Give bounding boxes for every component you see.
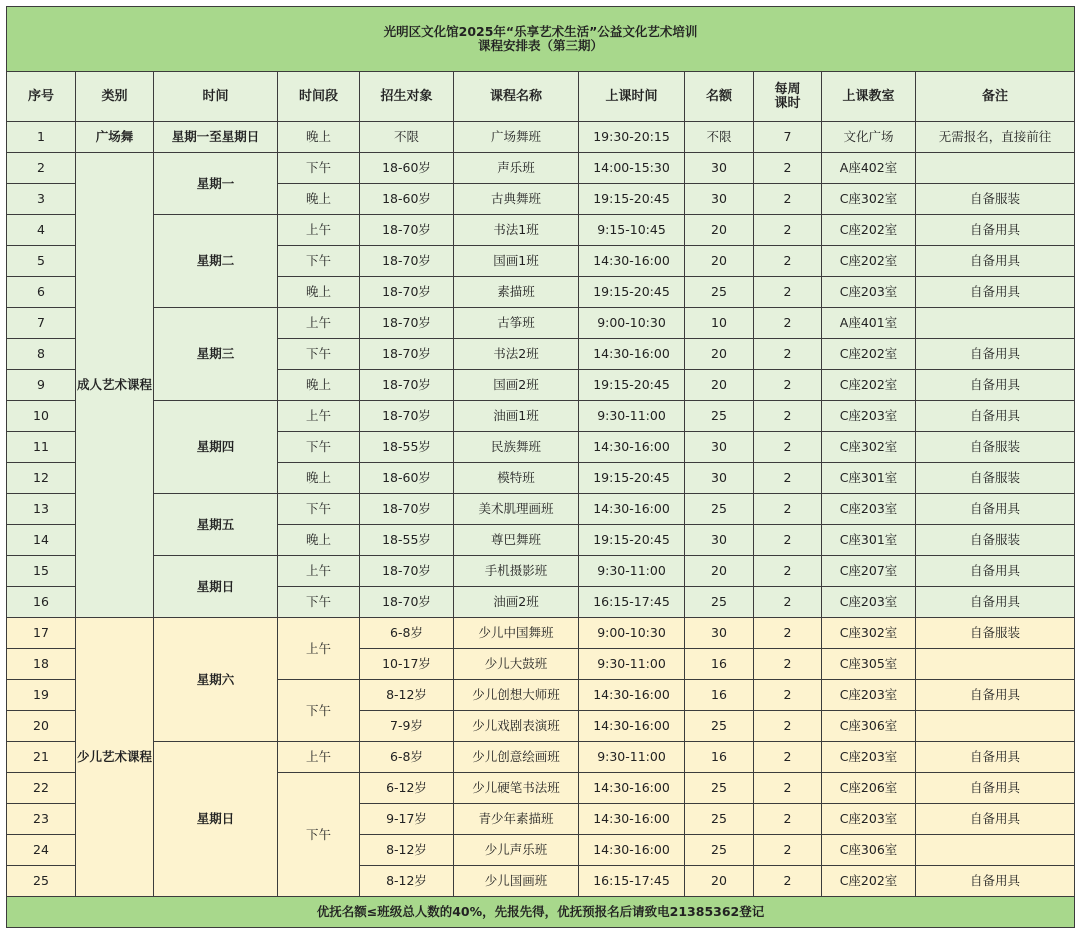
row-number: 1 <box>7 122 76 153</box>
course-name-cell: 少儿戏剧表演班 <box>454 711 579 742</box>
header-cell: 课程名称 <box>454 72 579 122</box>
header-row <box>7 72 1075 122</box>
weekly-hours-cell: 2 <box>754 804 822 835</box>
classroom-cell: C座202室 <box>822 246 916 277</box>
weekly-hours-cell: 2 <box>754 618 822 649</box>
period-cell: 上午 <box>278 215 360 246</box>
row-number: 16 <box>7 587 76 618</box>
row-number: 4 <box>7 215 76 246</box>
quota-cell: 16 <box>685 680 754 711</box>
target-cell: 6-8岁 <box>360 742 454 773</box>
target-cell: 18-70岁 <box>360 277 454 308</box>
course-name-cell: 素描班 <box>454 277 579 308</box>
row-number: 17 <box>7 618 76 649</box>
quota-cell: 25 <box>685 277 754 308</box>
weekly-hours-cell: 2 <box>754 494 822 525</box>
note-cell: 无需报名，直接前往 <box>916 122 1075 153</box>
table-title <box>7 7 1075 72</box>
table-row <box>7 215 1075 246</box>
note-cell: 自备用具 <box>916 773 1075 804</box>
row-number: 14 <box>7 525 76 556</box>
quota-cell: 25 <box>685 494 754 525</box>
schedule-table <box>6 6 1075 928</box>
row-number: 18 <box>7 649 76 680</box>
class-time-cell: 14:30-16:00 <box>579 711 685 742</box>
quota-cell: 16 <box>685 742 754 773</box>
day-cell: 星期日 <box>154 556 278 618</box>
row-number: 2 <box>7 153 76 184</box>
day-cell: 星期二 <box>154 215 278 308</box>
period-cell: 下午 <box>278 246 360 277</box>
weekly-hours-cell: 2 <box>754 184 822 215</box>
header-cell: 上课时间 <box>579 72 685 122</box>
target-cell: 6-8岁 <box>360 618 454 649</box>
class-time-cell: 19:15-20:45 <box>579 184 685 215</box>
row-number: 10 <box>7 401 76 432</box>
row-number: 22 <box>7 773 76 804</box>
quota-cell: 30 <box>685 525 754 556</box>
course-name-cell: 尊巴舞班 <box>454 525 579 556</box>
note-cell: 自备服装 <box>916 463 1075 494</box>
weekly-hours-cell: 2 <box>754 711 822 742</box>
course-name-cell: 古筝班 <box>454 308 579 339</box>
classroom-cell: C座203室 <box>822 401 916 432</box>
target-cell: 8-12岁 <box>360 680 454 711</box>
day-cell: 星期一至星期日 <box>154 122 278 153</box>
course-name-cell: 少儿创想大师班 <box>454 680 579 711</box>
note-cell: 自备服装 <box>916 525 1075 556</box>
classroom-cell: C座302室 <box>822 432 916 463</box>
table-row <box>7 494 1075 525</box>
row-number: 5 <box>7 246 76 277</box>
row-number: 25 <box>7 866 76 897</box>
period-cell: 下午 <box>278 339 360 370</box>
weekly-hours-cell: 2 <box>754 308 822 339</box>
note-cell: 自备用具 <box>916 804 1075 835</box>
target-cell: 18-70岁 <box>360 370 454 401</box>
row-number: 7 <box>7 308 76 339</box>
quota-cell: 25 <box>685 711 754 742</box>
classroom-cell: A座401室 <box>822 308 916 339</box>
period-cell: 晚上 <box>278 370 360 401</box>
quota-cell: 30 <box>685 184 754 215</box>
class-time-cell: 14:30-16:00 <box>579 773 685 804</box>
note-cell: 自备用具 <box>916 277 1075 308</box>
note-cell <box>916 711 1075 742</box>
target-cell: 8-12岁 <box>360 866 454 897</box>
quota-cell: 20 <box>685 246 754 277</box>
quota-cell: 不限 <box>685 122 754 153</box>
note-cell: 自备用具 <box>916 680 1075 711</box>
table-row <box>7 308 1075 339</box>
period-cell: 下午 <box>278 432 360 463</box>
weekly-hours-cell: 2 <box>754 556 822 587</box>
classroom-cell: C座202室 <box>822 370 916 401</box>
note-cell <box>916 153 1075 184</box>
period-cell: 上午 <box>278 742 360 773</box>
course-name-cell: 书法2班 <box>454 339 579 370</box>
course-name-cell: 国画1班 <box>454 246 579 277</box>
period-cell: 下午 <box>278 773 360 897</box>
note-cell: 自备用具 <box>916 587 1075 618</box>
classroom-cell: C座207室 <box>822 556 916 587</box>
class-time-cell: 19:15-20:45 <box>579 370 685 401</box>
period-cell: 上午 <box>278 308 360 339</box>
quota-cell: 25 <box>685 835 754 866</box>
weekly-hours-cell: 2 <box>754 246 822 277</box>
course-name-cell: 书法1班 <box>454 215 579 246</box>
quota-cell: 20 <box>685 215 754 246</box>
classroom-cell: C座305室 <box>822 649 916 680</box>
note-cell <box>916 835 1075 866</box>
classroom-cell: C座206室 <box>822 773 916 804</box>
note-cell: 自备服装 <box>916 432 1075 463</box>
row-number: 9 <box>7 370 76 401</box>
target-cell: 18-60岁 <box>360 463 454 494</box>
class-time-cell: 16:15-17:45 <box>579 587 685 618</box>
period-cell: 下午 <box>278 680 360 742</box>
day-cell: 星期六 <box>154 618 278 742</box>
note-cell: 自备用具 <box>916 215 1075 246</box>
row-number: 11 <box>7 432 76 463</box>
class-time-cell: 9:00-10:30 <box>579 618 685 649</box>
row-number: 19 <box>7 680 76 711</box>
note-cell: 自备服装 <box>916 184 1075 215</box>
course-name-cell: 模特班 <box>454 463 579 494</box>
class-time-cell: 14:30-16:00 <box>579 339 685 370</box>
course-name-cell: 少儿声乐班 <box>454 835 579 866</box>
title-line2: 课程安排表（第三期） <box>478 38 604 53</box>
target-cell: 18-70岁 <box>360 556 454 587</box>
table-row <box>7 556 1075 587</box>
course-name-cell: 少儿国画班 <box>454 866 579 897</box>
course-name-cell: 少儿中国舞班 <box>454 618 579 649</box>
target-cell: 18-60岁 <box>360 153 454 184</box>
category-cell: 广场舞 <box>76 122 154 153</box>
weekly-hours-cell: 2 <box>754 835 822 866</box>
course-name-cell: 油画1班 <box>454 401 579 432</box>
target-cell: 18-70岁 <box>360 494 454 525</box>
course-name-cell: 国画2班 <box>454 370 579 401</box>
table-row <box>7 742 1075 773</box>
note-cell: 自备用具 <box>916 401 1075 432</box>
quota-cell: 30 <box>685 153 754 184</box>
classroom-cell: C座203室 <box>822 742 916 773</box>
class-time-cell: 14:30-16:00 <box>579 804 685 835</box>
classroom-cell: C座202室 <box>822 866 916 897</box>
classroom-cell: C座301室 <box>822 463 916 494</box>
header-cell: 每周 课时 <box>754 72 822 122</box>
period-cell: 下午 <box>278 587 360 618</box>
classroom-cell: A座402室 <box>822 153 916 184</box>
weekly-hours-cell: 7 <box>754 122 822 153</box>
quota-cell: 20 <box>685 339 754 370</box>
class-time-cell: 9:30-11:00 <box>579 401 685 432</box>
classroom-cell: C座203室 <box>822 277 916 308</box>
target-cell: 7-9岁 <box>360 711 454 742</box>
class-time-cell: 14:30-16:00 <box>579 835 685 866</box>
class-time-cell: 14:30-16:00 <box>579 432 685 463</box>
class-time-cell: 16:15-17:45 <box>579 866 685 897</box>
header-cell: 招生对象 <box>360 72 454 122</box>
weekly-hours-cell: 2 <box>754 339 822 370</box>
note-cell: 自备用具 <box>916 370 1075 401</box>
classroom-cell: C座302室 <box>822 184 916 215</box>
weekly-hours-cell: 2 <box>754 153 822 184</box>
note-cell <box>916 308 1075 339</box>
weekly-hours-cell: 2 <box>754 432 822 463</box>
target-cell: 18-70岁 <box>360 339 454 370</box>
day-cell: 星期三 <box>154 308 278 401</box>
target-cell: 18-70岁 <box>360 215 454 246</box>
class-time-cell: 14:30-16:00 <box>579 494 685 525</box>
course-name-cell: 青少年素描班 <box>454 804 579 835</box>
period-cell: 晚上 <box>278 525 360 556</box>
class-time-cell: 19:30-20:15 <box>579 122 685 153</box>
class-time-cell: 9:00-10:30 <box>579 308 685 339</box>
note-cell: 自备用具 <box>916 556 1075 587</box>
note-cell: 自备用具 <box>916 742 1075 773</box>
note-cell <box>916 649 1075 680</box>
class-time-cell: 14:30-16:00 <box>579 680 685 711</box>
class-time-cell: 14:00-15:30 <box>579 153 685 184</box>
classroom-cell: C座203室 <box>822 680 916 711</box>
classroom-cell: C座202室 <box>822 215 916 246</box>
classroom-cell: C座203室 <box>822 587 916 618</box>
weekly-hours-cell: 2 <box>754 773 822 804</box>
note-cell: 自备用具 <box>916 339 1075 370</box>
weekly-hours-cell: 2 <box>754 215 822 246</box>
category-cell: 少儿艺术课程 <box>76 618 154 897</box>
weekly-hours-cell: 2 <box>754 401 822 432</box>
target-cell: 18-55岁 <box>360 432 454 463</box>
row-number: 23 <box>7 804 76 835</box>
period-cell: 晚上 <box>278 277 360 308</box>
target-cell: 9-17岁 <box>360 804 454 835</box>
header-cell: 名额 <box>685 72 754 122</box>
row-number: 12 <box>7 463 76 494</box>
classroom-cell: C座203室 <box>822 494 916 525</box>
row-number: 15 <box>7 556 76 587</box>
note-cell: 自备用具 <box>916 246 1075 277</box>
weekly-hours-cell: 2 <box>754 680 822 711</box>
day-cell: 星期一 <box>154 153 278 215</box>
target-cell: 6-12岁 <box>360 773 454 804</box>
quota-cell: 25 <box>685 804 754 835</box>
course-name-cell: 少儿硬笔书法班 <box>454 773 579 804</box>
course-name-cell: 少儿大鼓班 <box>454 649 579 680</box>
target-cell: 18-55岁 <box>360 525 454 556</box>
target-cell: 18-70岁 <box>360 308 454 339</box>
period-cell: 晚上 <box>278 463 360 494</box>
period-cell: 下午 <box>278 153 360 184</box>
class-time-cell: 19:15-20:45 <box>579 463 685 494</box>
class-time-cell: 19:15-20:45 <box>579 277 685 308</box>
target-cell: 18-60岁 <box>360 184 454 215</box>
header-cell: 备注 <box>916 72 1075 122</box>
quota-cell: 30 <box>685 463 754 494</box>
target-cell: 不限 <box>360 122 454 153</box>
quota-cell: 10 <box>685 308 754 339</box>
row-number: 8 <box>7 339 76 370</box>
course-name-cell: 手机摄影班 <box>454 556 579 587</box>
row-number: 13 <box>7 494 76 525</box>
row-number: 3 <box>7 184 76 215</box>
header-cell: 时间段 <box>278 72 360 122</box>
classroom-cell: C座202室 <box>822 339 916 370</box>
class-time-cell: 9:30-11:00 <box>579 742 685 773</box>
class-time-cell: 9:15-10:45 <box>579 215 685 246</box>
quota-cell: 25 <box>685 773 754 804</box>
note-cell: 自备用具 <box>916 866 1075 897</box>
header-cell: 时间 <box>154 72 278 122</box>
classroom-cell: C座301室 <box>822 525 916 556</box>
target-cell: 18-70岁 <box>360 401 454 432</box>
course-name-cell: 民族舞班 <box>454 432 579 463</box>
quota-cell: 25 <box>685 587 754 618</box>
quota-cell: 30 <box>685 432 754 463</box>
table-row <box>7 153 1075 184</box>
classroom-cell: 文化广场 <box>822 122 916 153</box>
weekly-hours-cell: 2 <box>754 277 822 308</box>
target-cell: 8-12岁 <box>360 835 454 866</box>
course-name-cell: 美术肌理画班 <box>454 494 579 525</box>
quota-cell: 30 <box>685 618 754 649</box>
note-cell: 自备服装 <box>916 618 1075 649</box>
course-name-cell: 油画2班 <box>454 587 579 618</box>
period-cell: 晚上 <box>278 184 360 215</box>
period-cell: 上午 <box>278 556 360 587</box>
footer-note: 优抚名额≤班级总人数的40%，先报先得，优抚预报名后请致电21385362登记 <box>7 897 1075 928</box>
class-time-cell: 9:30-11:00 <box>579 649 685 680</box>
category-cell: 成人艺术课程 <box>76 153 154 618</box>
header-cell: 类别 <box>76 72 154 122</box>
period-cell: 晚上 <box>278 122 360 153</box>
quota-cell: 16 <box>685 649 754 680</box>
target-cell: 10-17岁 <box>360 649 454 680</box>
quota-cell: 20 <box>685 556 754 587</box>
title-line1: 光明区文化馆2025年“乐享艺术生活”公益文化艺术培训 <box>383 24 698 39</box>
header-cell: 上课教室 <box>822 72 916 122</box>
class-time-cell: 14:30-16:00 <box>579 246 685 277</box>
weekly-hours-cell: 2 <box>754 587 822 618</box>
period-cell: 下午 <box>278 494 360 525</box>
schedule-sheet <box>6 6 1074 936</box>
target-cell: 18-70岁 <box>360 246 454 277</box>
weekly-hours-cell: 2 <box>754 370 822 401</box>
day-cell: 星期四 <box>154 401 278 494</box>
quota-cell: 20 <box>685 866 754 897</box>
row-number: 24 <box>7 835 76 866</box>
weekly-hours-cell: 2 <box>754 742 822 773</box>
classroom-cell: C座302室 <box>822 618 916 649</box>
table-row <box>7 401 1075 432</box>
quota-cell: 25 <box>685 401 754 432</box>
header-cell: 序号 <box>7 72 76 122</box>
class-time-cell: 9:30-11:00 <box>579 556 685 587</box>
course-name-cell: 广场舞班 <box>454 122 579 153</box>
note-cell: 自备用具 <box>916 494 1075 525</box>
row-number: 6 <box>7 277 76 308</box>
target-cell: 18-70岁 <box>360 587 454 618</box>
weekly-hours-cell: 2 <box>754 649 822 680</box>
weekly-hours-cell: 2 <box>754 866 822 897</box>
classroom-cell: C座203室 <box>822 804 916 835</box>
weekly-hours-cell: 2 <box>754 463 822 494</box>
period-cell: 上午 <box>278 401 360 432</box>
table-row <box>7 122 1075 153</box>
class-time-cell: 19:15-20:45 <box>579 525 685 556</box>
weekly-hours-cell: 2 <box>754 525 822 556</box>
course-name-cell: 古典舞班 <box>454 184 579 215</box>
row-number: 21 <box>7 742 76 773</box>
course-name-cell: 少儿创意绘画班 <box>454 742 579 773</box>
classroom-cell: C座306室 <box>822 711 916 742</box>
period-cell: 上午 <box>278 618 360 680</box>
course-name-cell: 声乐班 <box>454 153 579 184</box>
classroom-cell: C座306室 <box>822 835 916 866</box>
table-row <box>7 618 1075 649</box>
row-number: 20 <box>7 711 76 742</box>
day-cell: 星期日 <box>154 742 278 897</box>
quota-cell: 20 <box>685 370 754 401</box>
day-cell: 星期五 <box>154 494 278 556</box>
